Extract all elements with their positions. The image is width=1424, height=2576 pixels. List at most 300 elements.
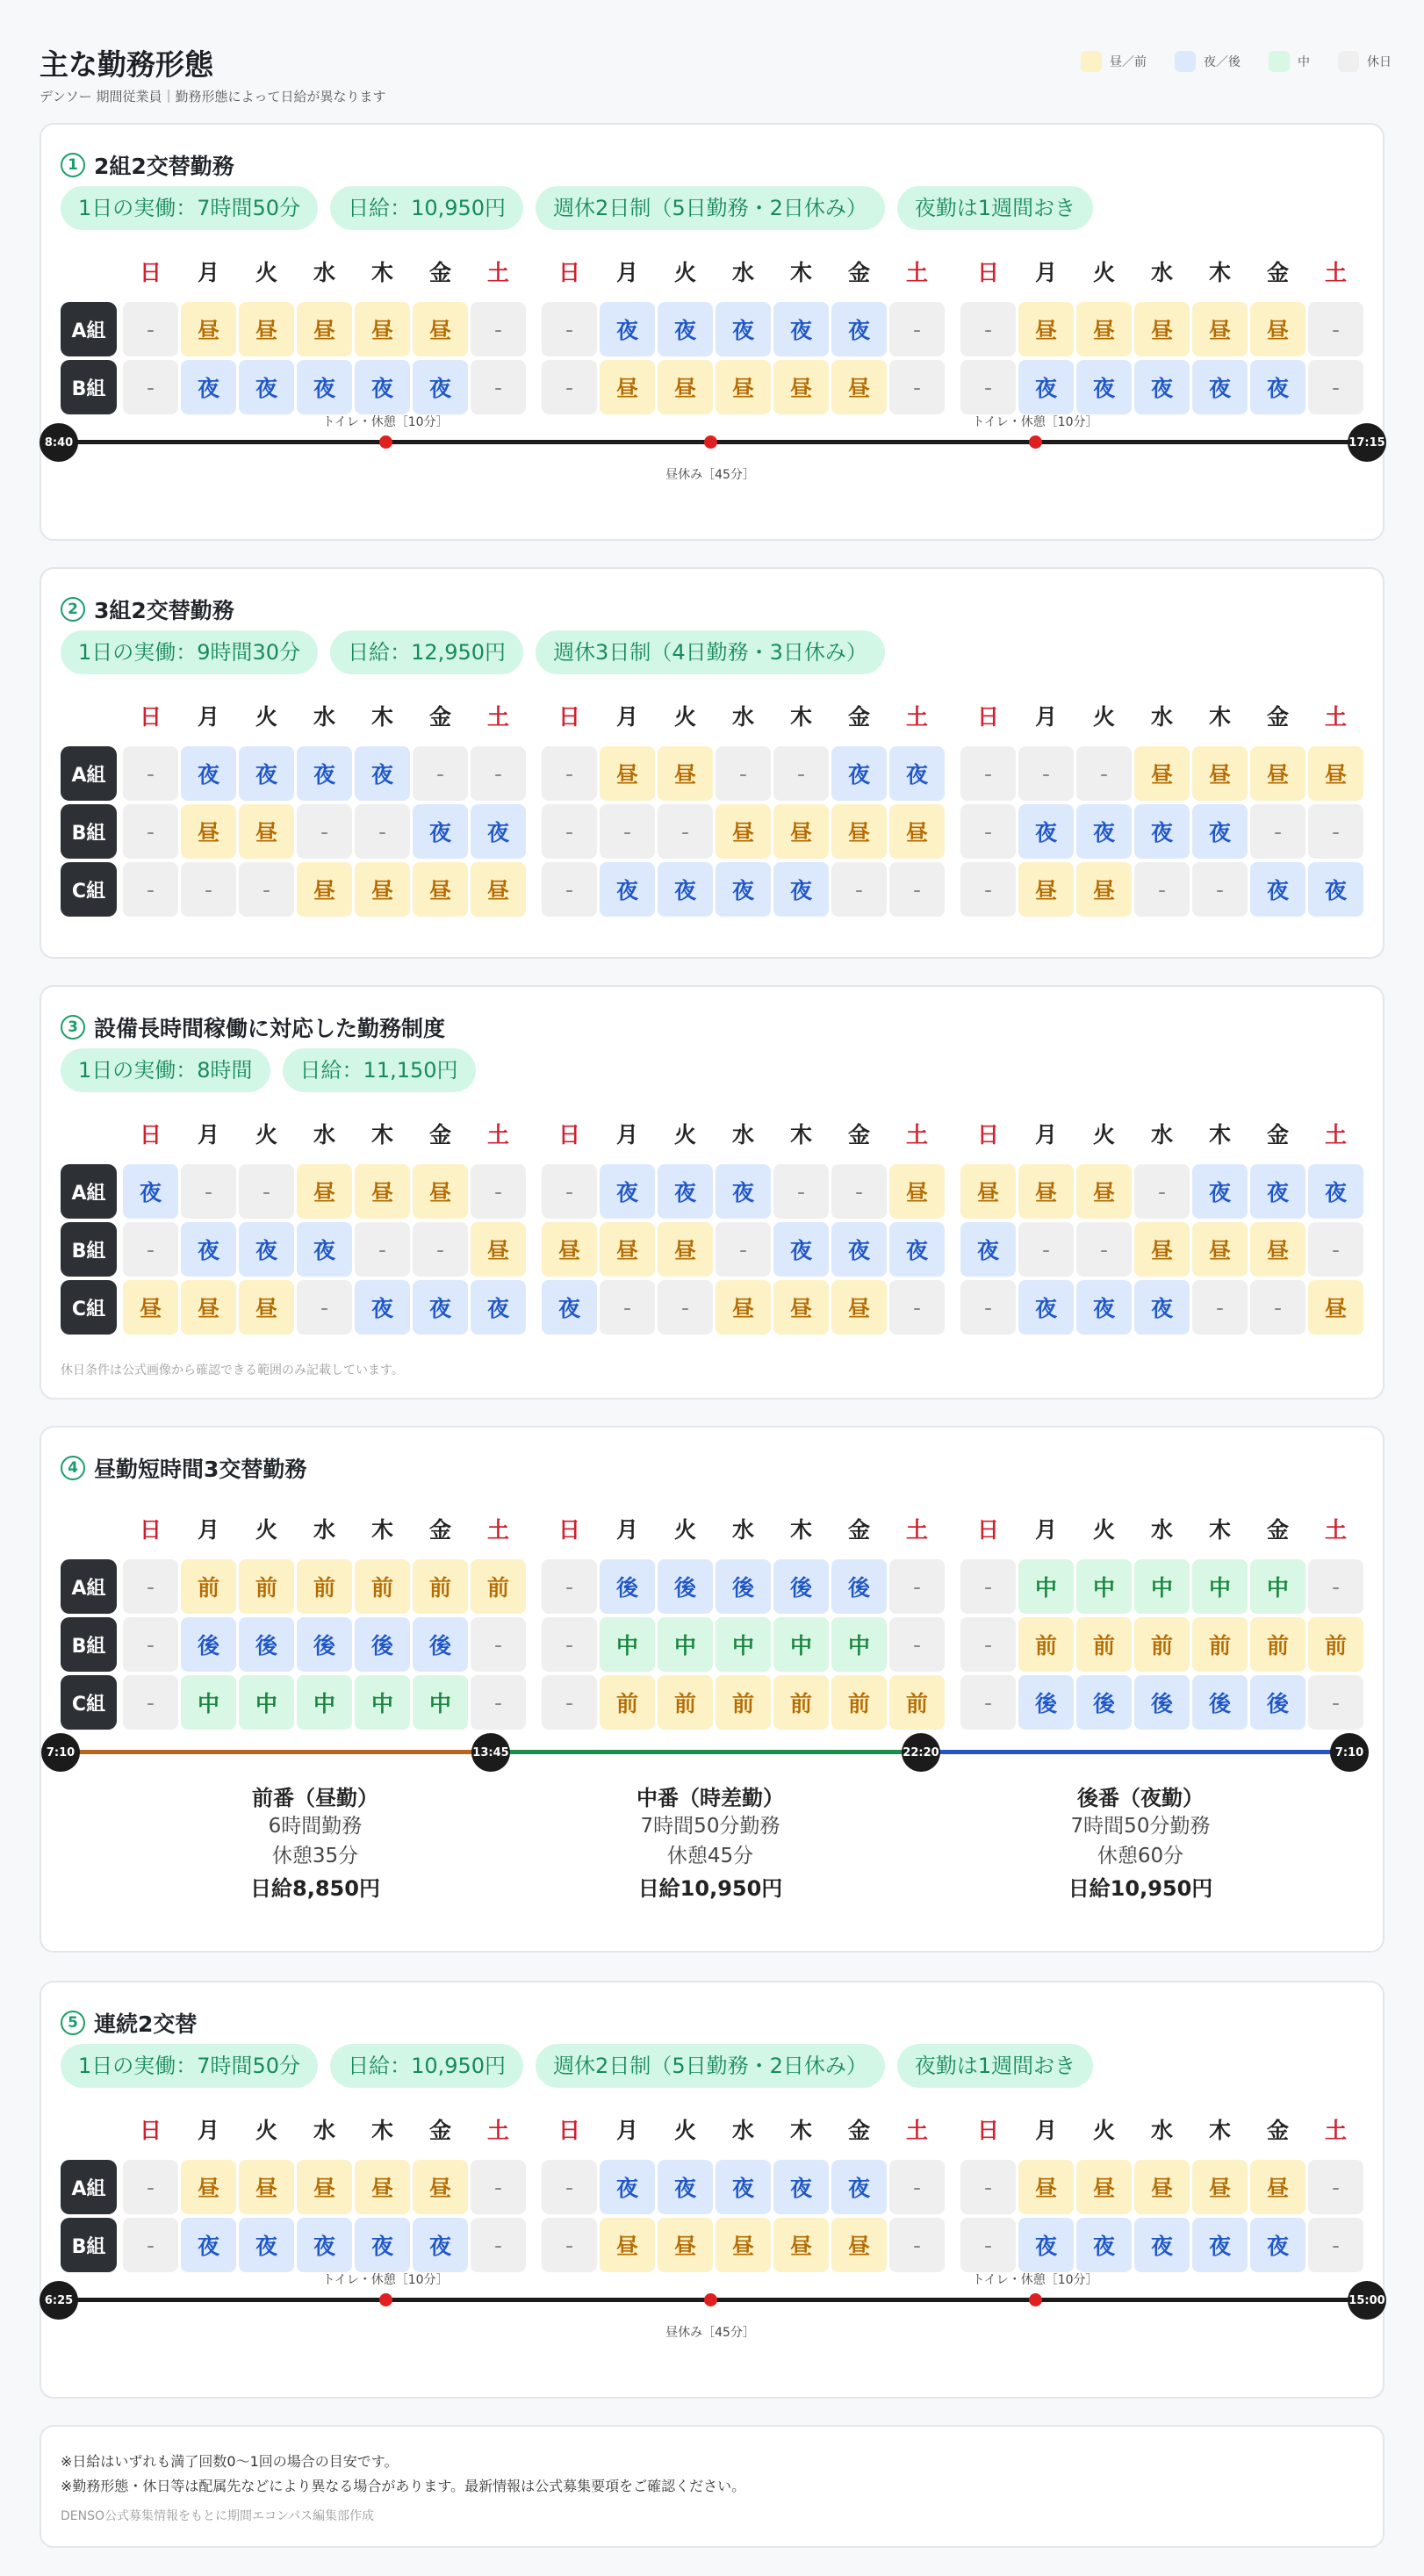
day-header: 水 bbox=[731, 1122, 754, 1148]
off-day-cell: - bbox=[1308, 1675, 1363, 1730]
timeline-break-label: トイレ・休憩［10分］ bbox=[972, 2273, 1098, 2287]
day-header: 月 bbox=[1034, 2118, 1057, 2143]
shift-cell: 後 bbox=[413, 1617, 468, 1672]
footer-note-2: ※勤務形態・休日等は配属先などにより異なる場合があります。最新情報は公式募集要項をご確認ください。 bbox=[61, 2478, 746, 2494]
shift-cell: 昼 bbox=[831, 360, 887, 414]
off-day-cell: - bbox=[889, 1617, 945, 1672]
day-header-row bbox=[542, 688, 945, 743]
shift-cell: 中 bbox=[297, 1675, 352, 1730]
shift-cell: 前 bbox=[181, 1559, 236, 1614]
shift-cell: 夜 bbox=[773, 862, 829, 917]
info-pill: 1日の実働：7時間50分 bbox=[61, 2044, 318, 2088]
shift-cell: 前 bbox=[889, 1675, 945, 1730]
shift-cell: 昼 bbox=[600, 360, 655, 414]
group-week-row bbox=[61, 746, 526, 801]
schedule-week bbox=[61, 688, 526, 917]
shift-cell: 昼 bbox=[1134, 746, 1190, 801]
section-number: 4 bbox=[61, 1456, 85, 1480]
shift-cell: 昼 bbox=[1018, 2160, 1074, 2214]
day-header: 水 bbox=[1150, 260, 1173, 285]
group-label: C組 bbox=[61, 862, 117, 917]
day-header-row bbox=[61, 1106, 526, 1161]
schedule-week bbox=[960, 688, 1363, 917]
shift-cell: 夜 bbox=[600, 2160, 655, 2214]
day-header: 月 bbox=[1034, 1517, 1057, 1543]
timeline-end-time: 17:15 bbox=[1348, 423, 1386, 462]
shift-cell: 夜 bbox=[1192, 360, 1248, 414]
timeline-break-label: トイレ・休憩［10分］ bbox=[972, 415, 1098, 429]
section-title bbox=[61, 1011, 445, 1043]
day-header: 火 bbox=[1092, 2118, 1115, 2143]
shift-hours: 7時間50分勤務 bbox=[1070, 1815, 1211, 1838]
shift-cell: 夜 bbox=[355, 360, 410, 414]
day-header: 木 bbox=[370, 1517, 393, 1543]
off-day-cell: - bbox=[960, 302, 1016, 356]
shift-cell: 昼 bbox=[773, 360, 829, 414]
group-label: B組 bbox=[61, 2218, 117, 2272]
legend-item bbox=[1269, 51, 1310, 72]
schedule-week bbox=[960, 1106, 1363, 1335]
shift-cell: 昼 bbox=[889, 1164, 945, 1219]
shift-cell: 夜 bbox=[239, 746, 294, 801]
shift-cell: 夜 bbox=[1308, 1164, 1363, 1219]
group-week-row bbox=[61, 2218, 526, 2272]
day-header: 木 bbox=[370, 1122, 393, 1148]
day-header-row bbox=[61, 1501, 526, 1556]
off-day-cell: - bbox=[542, 2218, 597, 2272]
shift-cell: 前 bbox=[716, 1675, 771, 1730]
shift-cell: 中 bbox=[355, 1675, 410, 1730]
shift-cell: 昼 bbox=[355, 862, 410, 917]
group-label: A組 bbox=[61, 1559, 117, 1614]
group-week-row bbox=[542, 1222, 945, 1277]
off-day-cell: - bbox=[239, 862, 294, 917]
shift-cell: 昼 bbox=[542, 1222, 597, 1277]
info-pills bbox=[61, 186, 1093, 230]
footer-source: DENSO公式募集情報をもとに期間エコンパス編集部作成 bbox=[61, 2509, 375, 2523]
shift-cell: 後 bbox=[600, 1559, 655, 1614]
schedule-week bbox=[960, 244, 1363, 414]
day-header: 月 bbox=[197, 260, 219, 285]
schedule-week bbox=[542, 688, 945, 917]
shift-cell: 昼 bbox=[1250, 302, 1305, 356]
group-week-row bbox=[542, 746, 945, 801]
shift-cell: 後 bbox=[658, 1559, 713, 1614]
day-header: 火 bbox=[255, 1122, 277, 1148]
schedule-week bbox=[61, 1106, 526, 1335]
legend-label: 休日 bbox=[1367, 55, 1392, 69]
shift-cell: 昼 bbox=[1250, 1222, 1305, 1277]
shift-cell: 前 bbox=[1250, 1617, 1305, 1672]
day-header: 金 bbox=[428, 704, 451, 730]
off-day-cell: - bbox=[123, 862, 178, 917]
timeline-segment bbox=[491, 1750, 921, 1754]
group-week-row bbox=[61, 2160, 526, 2214]
schedule-week bbox=[542, 1106, 945, 1335]
shift-cell: 前 bbox=[1308, 1617, 1363, 1672]
group-label: B組 bbox=[61, 804, 117, 859]
timeline-break-label: 昼休み［45分］ bbox=[665, 2326, 755, 2340]
shift-cell: 夜 bbox=[658, 862, 713, 917]
shift-cell: 昼 bbox=[297, 1164, 352, 1219]
shift-cell: 中 bbox=[1018, 1559, 1074, 1614]
info-pill: 週休2日制（5日勤務・2日休み） bbox=[536, 2044, 885, 2088]
schedule-week bbox=[61, 1501, 526, 1730]
group-label: A組 bbox=[61, 302, 117, 356]
legend-label: 昼／前 bbox=[1110, 55, 1147, 69]
shift-cell: 夜 bbox=[1076, 1280, 1132, 1335]
legend-item bbox=[1175, 51, 1241, 72]
off-day-cell: - bbox=[1018, 746, 1074, 801]
day-header: 日 bbox=[557, 704, 580, 730]
shift-cell: 昼 bbox=[355, 1164, 410, 1219]
timeline-break-dot bbox=[379, 2293, 392, 2306]
shift-cell: 昼 bbox=[716, 360, 771, 414]
shift-cell: 昼 bbox=[413, 862, 468, 917]
group-week-row bbox=[542, 1675, 945, 1730]
group-week-row bbox=[61, 1559, 526, 1614]
day-header: 金 bbox=[1266, 704, 1289, 730]
section-title bbox=[61, 1452, 306, 1484]
day-header: 土 bbox=[486, 2118, 509, 2143]
shift-cell: 夜 bbox=[471, 804, 526, 859]
shift-cell: 夜 bbox=[716, 1164, 771, 1219]
day-header: 水 bbox=[313, 2118, 335, 2143]
day-header: 木 bbox=[1208, 2118, 1231, 2143]
footer-card bbox=[40, 2425, 1384, 2548]
shift-cell: 昼 bbox=[181, 1280, 236, 1335]
timeline-break-label: 昼休み［45分］ bbox=[665, 468, 755, 482]
day-header: 土 bbox=[905, 704, 928, 730]
shift-cell: 後 bbox=[181, 1617, 236, 1672]
day-header: 土 bbox=[1324, 2118, 1347, 2143]
shift-cell: 昼 bbox=[1018, 862, 1074, 917]
group-week-row bbox=[542, 804, 945, 859]
section-title-text: 3組2交替勤務 bbox=[94, 598, 234, 623]
off-day-cell: - bbox=[889, 2160, 945, 2214]
shift-cell: 前 bbox=[831, 1675, 887, 1730]
day-header: 金 bbox=[428, 1122, 451, 1148]
day-header-row bbox=[960, 1501, 1363, 1556]
off-day-cell: - bbox=[960, 2160, 1016, 2214]
schedule-week bbox=[542, 2102, 945, 2272]
info-pill: 1日の実働：8時間 bbox=[61, 1048, 270, 1092]
day-header: 木 bbox=[789, 2118, 812, 2143]
shift-rest: 休憩35分 bbox=[271, 1845, 359, 1867]
shift-cell: 昼 bbox=[889, 804, 945, 859]
timeline-break-dot bbox=[704, 435, 717, 449]
off-day-cell: - bbox=[1308, 360, 1363, 414]
shift-cell: 夜 bbox=[960, 1222, 1016, 1277]
day-header-row bbox=[542, 244, 945, 299]
shift-cell: 昼 bbox=[600, 2218, 655, 2272]
shift-cell: 夜 bbox=[297, 360, 352, 414]
group-week-row bbox=[542, 1559, 945, 1614]
off-day-cell: - bbox=[542, 1164, 597, 1219]
section-title bbox=[61, 594, 234, 625]
shift-cell: 夜 bbox=[181, 746, 236, 801]
day-header: 金 bbox=[428, 1517, 451, 1543]
shift-info bbox=[535, 1781, 886, 1902]
group-label: A組 bbox=[61, 746, 117, 801]
shift-cell: 夜 bbox=[297, 1222, 352, 1277]
day-header: 木 bbox=[1208, 1517, 1231, 1543]
shift-cell: 昼 bbox=[831, 804, 887, 859]
timeline-break-label: トイレ・休憩［10分］ bbox=[322, 415, 449, 429]
group-week-row bbox=[960, 746, 1363, 801]
shift-cell: 昼 bbox=[239, 1280, 294, 1335]
section-number: 2 bbox=[61, 597, 85, 622]
day-header: 日 bbox=[976, 2118, 999, 2143]
off-day-cell: - bbox=[960, 1617, 1016, 1672]
off-day-cell: - bbox=[123, 2218, 178, 2272]
shift-cell: 昼 bbox=[181, 302, 236, 356]
timeline-time: 13:45 bbox=[471, 1733, 510, 1772]
shift-cell: 夜 bbox=[413, 360, 468, 414]
group-week-row bbox=[61, 862, 526, 917]
legend-item bbox=[1081, 51, 1147, 72]
day-header: 水 bbox=[731, 2118, 754, 2143]
shift-cell: 夜 bbox=[716, 302, 771, 356]
shift-cell: 昼 bbox=[1134, 302, 1190, 356]
shift-cell: 夜 bbox=[355, 746, 410, 801]
legend-swatch bbox=[1338, 51, 1359, 72]
off-day-cell: - bbox=[542, 1559, 597, 1614]
shift-cell: 夜 bbox=[1192, 1164, 1248, 1219]
day-header: 金 bbox=[428, 2118, 451, 2143]
group-week-row bbox=[960, 1164, 1363, 1219]
shift-cell: 昼 bbox=[1018, 302, 1074, 356]
day-header: 月 bbox=[197, 2118, 219, 2143]
off-day-cell: - bbox=[1192, 1280, 1248, 1335]
shift-cell: 夜 bbox=[600, 862, 655, 917]
shift-cell: 中 bbox=[239, 1675, 294, 1730]
shift-cell: 夜 bbox=[297, 746, 352, 801]
schedule-week bbox=[542, 244, 945, 414]
info-pill: 日給：10,950円 bbox=[330, 186, 523, 230]
schedule-grid bbox=[61, 244, 1363, 414]
shift-cell: 後 bbox=[773, 1559, 829, 1614]
shift-cell: 昼 bbox=[716, 1280, 771, 1335]
shift-cell: 前 bbox=[658, 1675, 713, 1730]
day-header: 月 bbox=[1034, 1122, 1057, 1148]
day-header-row bbox=[960, 1106, 1363, 1161]
timeline-break-dot bbox=[1029, 2293, 1042, 2306]
shift-cell: 夜 bbox=[181, 2218, 236, 2272]
legend-swatch bbox=[1175, 51, 1196, 72]
shift-cell: 夜 bbox=[1018, 360, 1074, 414]
shift-cell: 昼 bbox=[831, 2218, 887, 2272]
day-header-row bbox=[61, 688, 526, 743]
shift-cell: 後 bbox=[1134, 1675, 1190, 1730]
shift-info bbox=[140, 1781, 491, 1902]
off-day-cell: - bbox=[960, 1280, 1016, 1335]
shift-cell: 夜 bbox=[773, 1222, 829, 1277]
shift-cell: 夜 bbox=[1134, 360, 1190, 414]
shift-cell: 前 bbox=[297, 1559, 352, 1614]
off-day-cell: - bbox=[471, 302, 526, 356]
group-label: A組 bbox=[61, 1164, 117, 1219]
off-day-cell: - bbox=[239, 1164, 294, 1219]
shift-cell: 昼 bbox=[1250, 2160, 1305, 2214]
shift-pay: 日給10,950円 bbox=[637, 1876, 783, 1901]
day-header: 木 bbox=[789, 1122, 812, 1148]
off-day-cell: - bbox=[1250, 1280, 1305, 1335]
off-day-cell: - bbox=[831, 862, 887, 917]
group-week-row bbox=[61, 1675, 526, 1730]
section-number: 1 bbox=[61, 153, 85, 177]
legend-swatch bbox=[1269, 51, 1290, 72]
shift-cell: 夜 bbox=[471, 1280, 526, 1335]
group-week-row bbox=[542, 862, 945, 917]
off-day-cell: - bbox=[181, 1164, 236, 1219]
shift-cell: 夜 bbox=[600, 302, 655, 356]
day-header: 水 bbox=[313, 704, 335, 730]
shift-cell: 夜 bbox=[355, 1280, 410, 1335]
shift-cell: 中 bbox=[1134, 1559, 1190, 1614]
shift-cell: 昼 bbox=[1018, 1164, 1074, 1219]
shift-name: 中番（時差勤） bbox=[636, 1786, 784, 1810]
legend-swatch bbox=[1081, 51, 1102, 72]
shift-cell: 夜 bbox=[123, 1164, 178, 1219]
shift-cell: 中 bbox=[600, 1617, 655, 1672]
off-day-cell: - bbox=[1018, 1222, 1074, 1277]
shift-cell: 昼 bbox=[239, 804, 294, 859]
shift-cell: 昼 bbox=[600, 746, 655, 801]
shift-cell: 昼 bbox=[471, 1222, 526, 1277]
day-header: 火 bbox=[673, 1517, 696, 1543]
shift-cell: 昼 bbox=[1076, 1164, 1132, 1219]
shift-cell: 昼 bbox=[773, 2218, 829, 2272]
shift-cell: 前 bbox=[1134, 1617, 1190, 1672]
shift-hours: 7時間50分勤務 bbox=[640, 1815, 780, 1838]
off-day-cell: - bbox=[542, 302, 597, 356]
shift-cell: 昼 bbox=[471, 862, 526, 917]
off-day-cell: - bbox=[542, 1617, 597, 1672]
day-header: 月 bbox=[1034, 704, 1057, 730]
day-header: 金 bbox=[1266, 1122, 1289, 1148]
off-day-cell: - bbox=[960, 1675, 1016, 1730]
off-day-cell: - bbox=[542, 360, 597, 414]
shift-cell: 夜 bbox=[831, 2160, 887, 2214]
day-header: 水 bbox=[731, 1517, 754, 1543]
shift-cell: 前 bbox=[413, 1559, 468, 1614]
shift-cell: 昼 bbox=[181, 804, 236, 859]
shift-cell: 夜 bbox=[600, 1164, 655, 1219]
off-day-cell: - bbox=[123, 360, 178, 414]
legend-label: 夜／後 bbox=[1204, 55, 1241, 69]
shift-cell: 前 bbox=[773, 1675, 829, 1730]
shift-cell: 夜 bbox=[542, 1280, 597, 1335]
group-label: C組 bbox=[61, 1675, 117, 1730]
section-2-card bbox=[40, 567, 1384, 959]
timeline-start-time: 6:25 bbox=[40, 2281, 78, 2320]
shift-cell: 昼 bbox=[413, 302, 468, 356]
shift-cell: 昼 bbox=[355, 2160, 410, 2214]
day-header: 水 bbox=[1150, 704, 1173, 730]
day-header: 金 bbox=[847, 260, 870, 285]
off-day-cell: - bbox=[542, 746, 597, 801]
group-week-row bbox=[61, 804, 526, 859]
off-day-cell: - bbox=[600, 804, 655, 859]
info-pill: 日給：12,950円 bbox=[330, 630, 523, 674]
shift-cell: 後 bbox=[716, 1559, 771, 1614]
section-title-text: 連続2交替 bbox=[94, 2011, 198, 2037]
shift-cell: 昼 bbox=[413, 1164, 468, 1219]
info-pill: 夜勤は1週間おき bbox=[897, 2044, 1093, 2088]
shift-info bbox=[965, 1781, 1316, 1902]
shift-cell: 昼 bbox=[1308, 1280, 1363, 1335]
shift-cell: 昼 bbox=[1192, 1222, 1248, 1277]
off-day-cell: - bbox=[471, 360, 526, 414]
day-header: 日 bbox=[139, 1517, 162, 1543]
shift-cell: 夜 bbox=[658, 2160, 713, 2214]
off-day-cell: - bbox=[658, 804, 713, 859]
off-day-cell: - bbox=[960, 1559, 1016, 1614]
off-day-cell: - bbox=[889, 2218, 945, 2272]
shift-cell: 後 bbox=[297, 1617, 352, 1672]
shift-pay: 日給8,850円 bbox=[250, 1876, 380, 1901]
timeline-break-dot bbox=[704, 2293, 717, 2306]
day-header: 木 bbox=[370, 260, 393, 285]
shift-cell: 昼 bbox=[1250, 746, 1305, 801]
day-header: 水 bbox=[313, 1517, 335, 1543]
shift-cell: 夜 bbox=[181, 360, 236, 414]
shift-rest: 休憩60分 bbox=[1097, 1845, 1184, 1867]
footer-note-1: ※日給はいずれも満了回数0〜1回の場合の目安です。 bbox=[61, 2453, 399, 2470]
shift-cell: 後 bbox=[1192, 1675, 1248, 1730]
day-header: 木 bbox=[1208, 704, 1231, 730]
schedule-grid bbox=[61, 2102, 1363, 2272]
shift-cell: 夜 bbox=[1250, 2218, 1305, 2272]
shift-cell: 昼 bbox=[297, 302, 352, 356]
schedule-grid bbox=[61, 1106, 1363, 1335]
off-day-cell: - bbox=[716, 1222, 771, 1277]
schedule-week bbox=[960, 1501, 1363, 1730]
group-week-row bbox=[61, 1617, 526, 1672]
off-day-cell: - bbox=[471, 1164, 526, 1219]
info-pill: 夜勤は1週間おき bbox=[897, 186, 1093, 230]
off-day-cell: - bbox=[123, 1675, 178, 1730]
day-header: 火 bbox=[255, 704, 277, 730]
section-5-card bbox=[40, 1981, 1384, 2399]
day-header: 日 bbox=[557, 1122, 580, 1148]
section-number: 5 bbox=[61, 2011, 85, 2035]
day-header: 金 bbox=[847, 704, 870, 730]
day-header: 土 bbox=[486, 1122, 509, 1148]
day-header: 金 bbox=[428, 260, 451, 285]
off-day-cell: - bbox=[1308, 2218, 1363, 2272]
shift-cell: 夜 bbox=[831, 302, 887, 356]
section-4-card bbox=[40, 1426, 1384, 1953]
shift-cell: 夜 bbox=[831, 1222, 887, 1277]
off-day-cell: - bbox=[1250, 804, 1305, 859]
section-title-text: 昼勤短時間3交替勤務 bbox=[94, 1457, 307, 1482]
day-header: 土 bbox=[905, 1122, 928, 1148]
day-header: 水 bbox=[1150, 2118, 1173, 2143]
day-header: 日 bbox=[976, 1517, 999, 1543]
off-day-cell: - bbox=[542, 1675, 597, 1730]
shift-cell: 夜 bbox=[239, 2218, 294, 2272]
shift-cell: 夜 bbox=[831, 746, 887, 801]
group-week-row bbox=[542, 2160, 945, 2214]
shift-cell: 中 bbox=[658, 1617, 713, 1672]
shift-cell: 中 bbox=[716, 1617, 771, 1672]
shift-cell: 夜 bbox=[239, 1222, 294, 1277]
shift-cell: 中 bbox=[831, 1617, 887, 1672]
shift-cell: 夜 bbox=[1018, 2218, 1074, 2272]
day-header: 水 bbox=[731, 704, 754, 730]
